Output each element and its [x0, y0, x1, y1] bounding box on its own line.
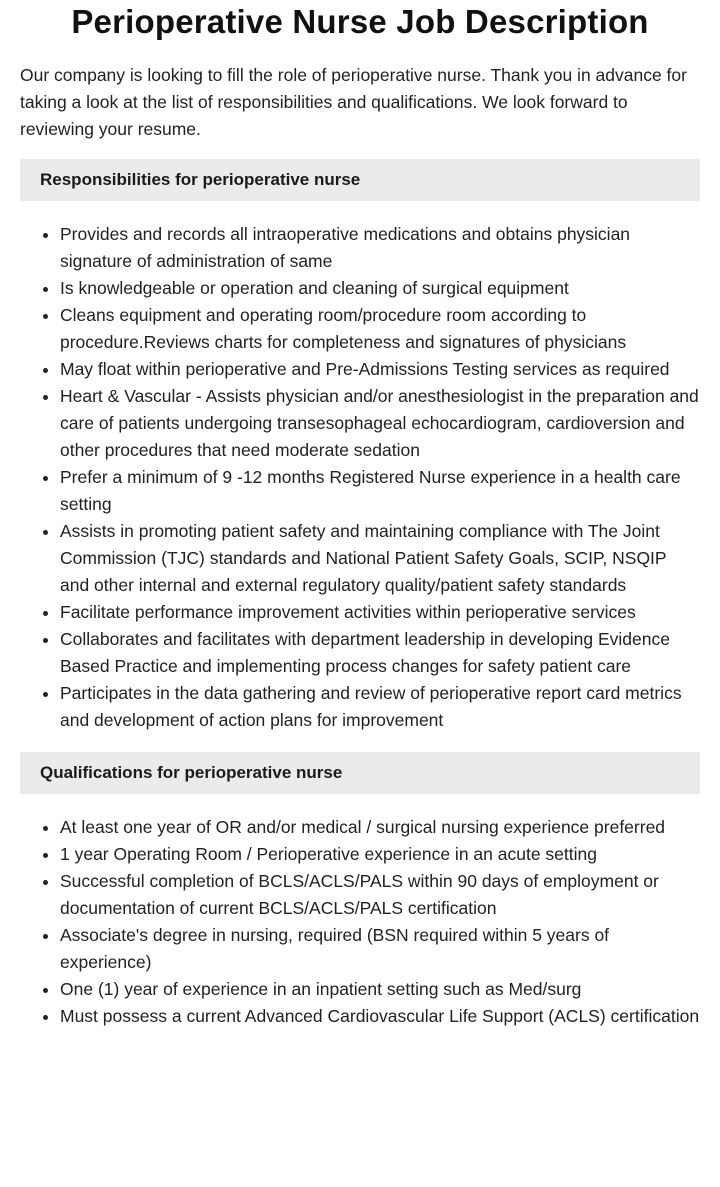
responsibility-item: • Collaborates and facilitates with department leadership in developing Evidence Based Practice and implementing process changes for safety patient care [60, 626, 700, 680]
responsibilities-heading: Responsibilities for perioperative nurse [20, 159, 700, 201]
responsibility-item: • Is knowledgeable or operation and cleaning of surgical equipment [60, 275, 700, 302]
responsibility-item: • Heart & Vascular - Assists physician and/or anesthesiologist in the preparation and care of patients undergoing transesophageal echocardiogram, cardioversion and other procedures that need moderate sedation [60, 383, 700, 464]
responsibility-item: • May float within perioperative and Pre-Admissions Testing services as required [60, 356, 700, 383]
qualification-item: • 1 year Operating Room / Perioperative experience in an acute setting [60, 841, 700, 868]
qualification-item: • Successful completion of BCLS/ACLS/PALS within 90 days of employment or documentation of current BCLS/ACLS/PALS certification [60, 868, 700, 922]
qualifications-list [20, 814, 700, 1030]
page-title: Perioperative Nurse Job Description [71, 3, 649, 40]
responsibility-item: • Facilitate performance improvement activities within perioperative services [60, 599, 700, 626]
responsibility-item: • Provides and records all intraoperative medications and obtains physician signature of administration of same [60, 221, 700, 275]
responsibility-item: • Cleans equipment and operating room/procedure room according to procedure.Reviews charts for completeness and signatures of physicians [60, 302, 700, 356]
qualification-item: • Must possess a current Advanced Cardiovascular Life Support (ACLS) certification [60, 1003, 700, 1030]
qualification-item: • At least one year of OR and/or medical / surgical nursing experience preferred [60, 814, 700, 841]
responsibility-item: • Participates in the data gathering and review of perioperative report card metrics and development of action plans for improvement [60, 680, 700, 734]
responsibility-item: • Prefer a minimum of 9 -12 months Registered Nurse experience in a health care setting [60, 464, 700, 518]
intro-paragraph: Our company is looking to fill the role of perioperative nurse. Thank you in advance for taking a look at the list of responsibilities and qualifications. We look forward to reviewing your resume. [20, 65, 687, 139]
responsibility-item: • Assists in promoting patient safety and maintaining compliance with The Joint Commission (TJC) standards and National Patient Safety Goals, SCIP, NSQIP and other internal and external regulatory quality/patient safety standards [60, 518, 700, 599]
qualifications-heading: Qualifications for perioperative nurse [20, 752, 700, 794]
qualification-item: • Associate's degree in nursing, required (BSN required within 5 years of experience) [60, 922, 700, 976]
qualification-item: • One (1) year of experience in an inpatient setting such as Med/surg [60, 976, 700, 1003]
responsibilities-list [20, 221, 700, 734]
